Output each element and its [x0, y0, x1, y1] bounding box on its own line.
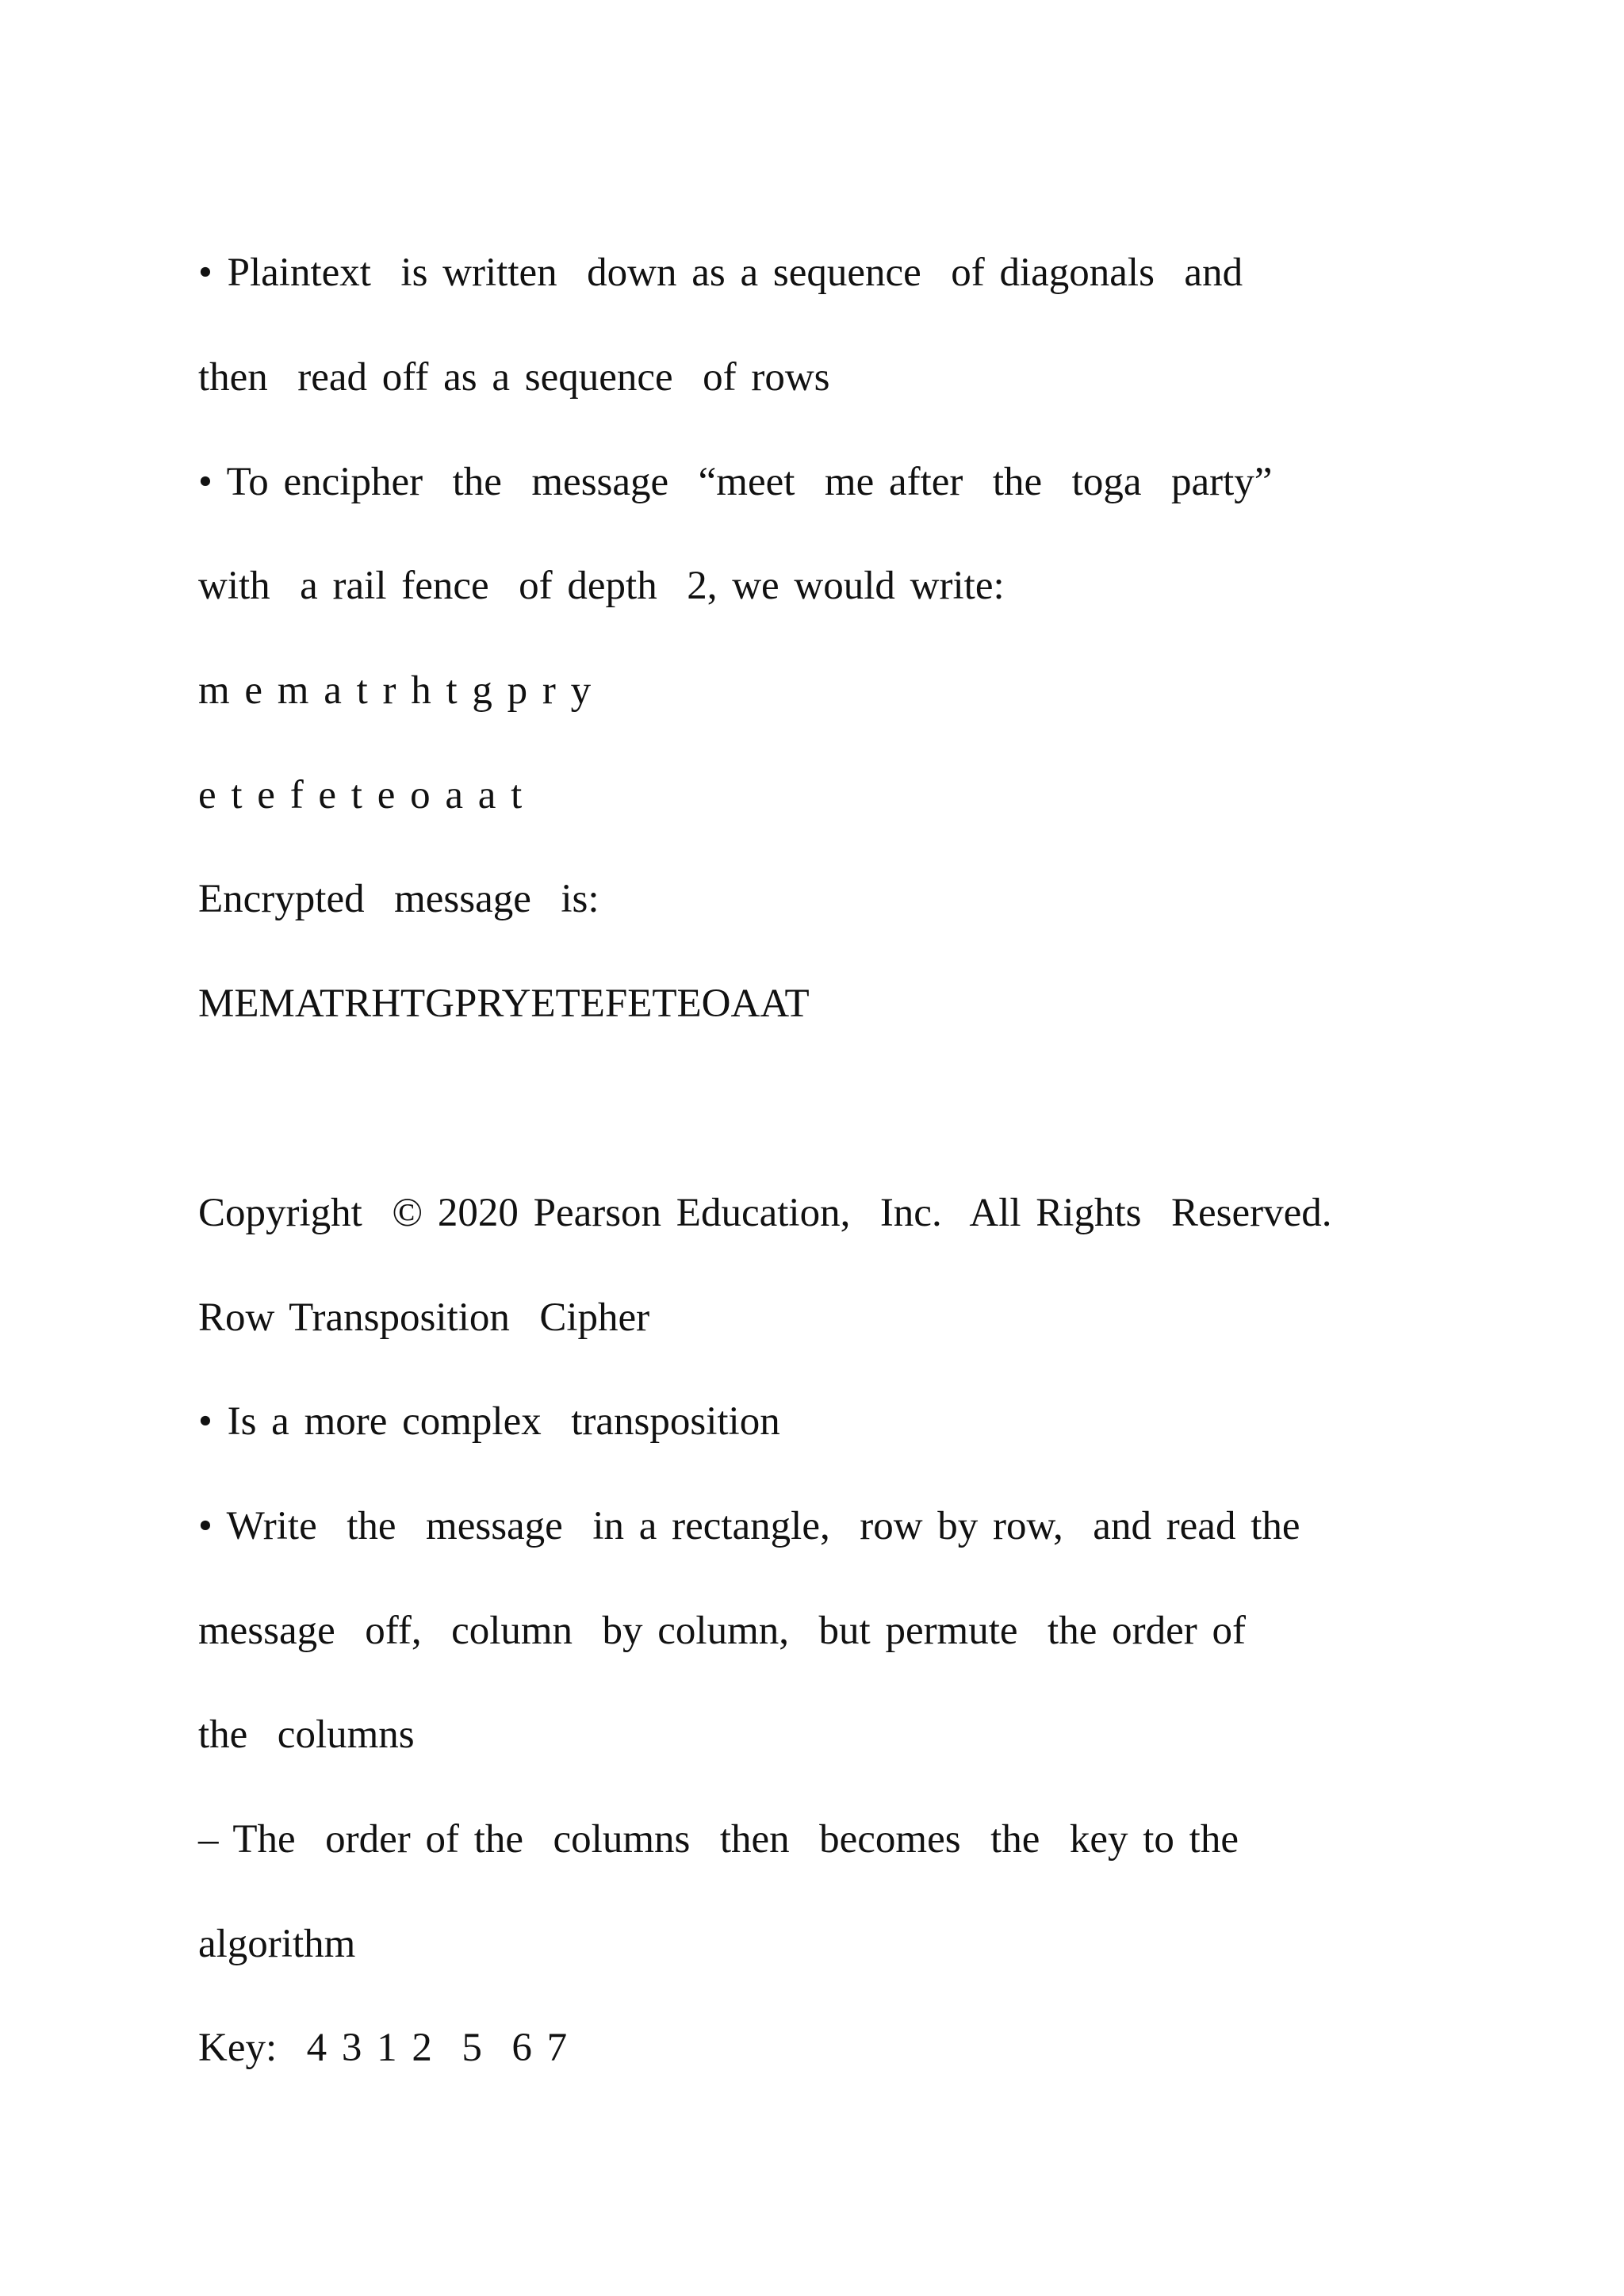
section-heading-row-transposition: Row Transposition Cipher	[198, 1295, 650, 1340]
rail-row-1: m e m a t r h t g p r y	[198, 668, 592, 713]
bullet-encipher-message: • To encipher the message “meet me after the toga party”	[198, 460, 1273, 504]
bullet-write-rectangle: • Write the message in a rectangle, row by row, and read the	[198, 1504, 1300, 1548]
text-column-by-column: message off, column by column, but permute the order of	[198, 1609, 1246, 1653]
copyright-notice: Copyright © 2020 Pearson Education, Inc. All Rights Reserved.	[198, 1191, 1332, 1235]
text-the-columns: the columns	[198, 1712, 415, 1757]
bullet-complex-transposition: • Is a more complex transposition	[198, 1399, 780, 1444]
rail-row-2: e t e f e t e o a a t	[198, 773, 523, 817]
text-algorithm: algorithm	[198, 1922, 356, 1966]
bullet-plaintext-diagonals: • Plaintext is written down as a sequence of diagonals and	[198, 251, 1243, 295]
encrypted-message-label: Encrypted message is:	[198, 877, 599, 921]
text-rail-fence-depth: with a rail fence of depth 2, we would write:	[198, 564, 1005, 608]
key-sequence: Key: 4 3 1 2 5 6 7	[198, 2026, 568, 2070]
encrypted-message-value: MEMATRHTGPRYETEFETEOAAT	[198, 982, 810, 1026]
text-read-off-rows: then read off as a sequence of rows	[198, 355, 830, 400]
dash-order-of-columns: – The order of the columns then becomes the key to the	[198, 1817, 1239, 1862]
